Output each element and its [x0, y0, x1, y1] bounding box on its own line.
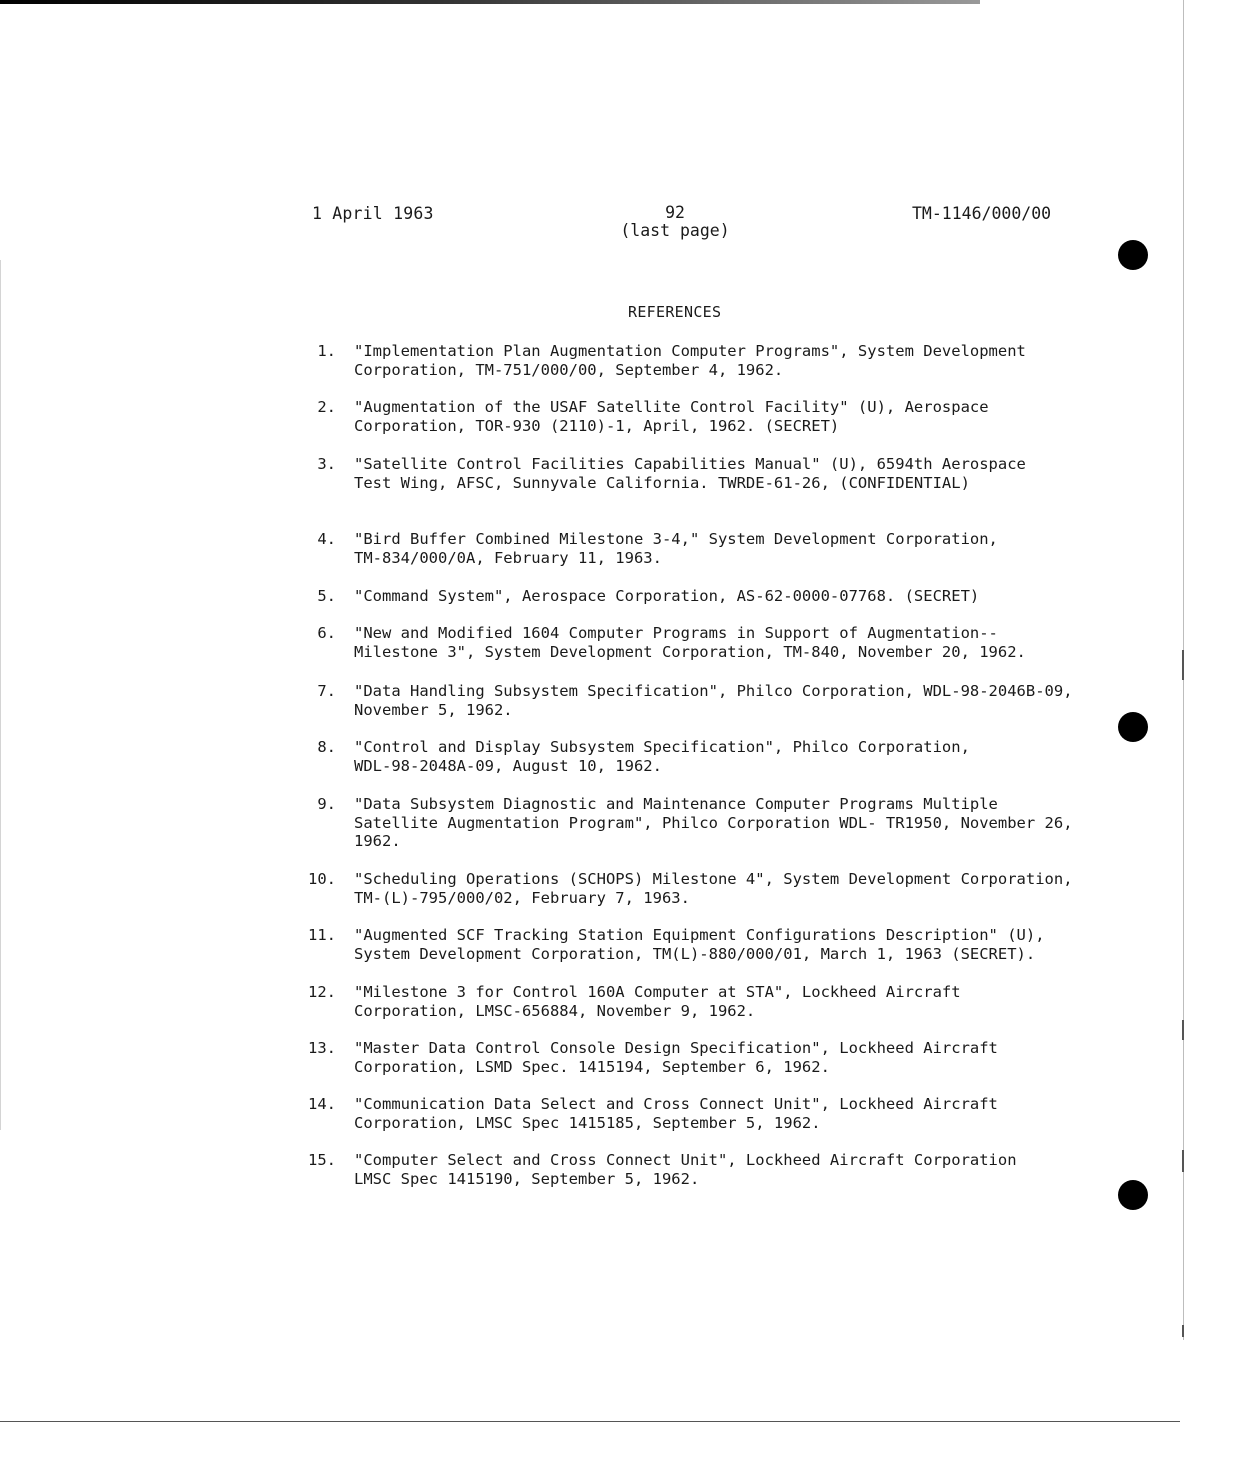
scan-edge-left: [0, 260, 1, 1130]
reference-line: Milestone 3", System Development Corporation, TM-840, November 20, 1962.: [354, 642, 1026, 661]
reference-line: Satellite Augmentation Program", Philco Corporation WDL- TR1950, November 26,: [354, 813, 1073, 832]
scan-edge-mark: [1182, 1150, 1184, 1172]
reference-text: [354, 455, 1094, 492]
scan-edge-mark: [1182, 1325, 1184, 1337]
reference-number: 8.: [317, 738, 336, 756]
reference-number: 14.: [308, 1095, 336, 1113]
punch-hole: [1118, 240, 1148, 270]
reference-line: Corporation, LMSC Spec 1415185, September 5, 1962.: [354, 1113, 821, 1132]
scan-edge-mark: [1182, 1020, 1184, 1040]
reference-line: LMSC Spec 1415190, September 5, 1962.: [354, 1169, 700, 1188]
reference-number: 2.: [317, 398, 336, 416]
reference-line: Corporation, LMSC-656884, November 9, 1962.: [354, 1001, 756, 1020]
reference-line: "Data Subsystem Diagnostic and Maintenance Computer Programs Multiple: [354, 795, 998, 813]
references-title: REFERENCES: [628, 303, 722, 321]
reference-line: "New and Modified 1604 Computer Programs in Support of Augmentation--: [354, 624, 998, 642]
reference-line: TM-834/000/0A, February 11, 1963.: [354, 548, 662, 567]
reference-line: "Data Handling Subsystem Specification", Philco Corporation, WDL-98-2046B-09,: [354, 682, 1073, 700]
reference-line: "Computer Select and Cross Connect Unit", Lockheed Aircraft Corporation: [354, 1151, 1017, 1169]
reference-line: "Augmentation of the USAF Satellite Control Facility" (U), Aerospace: [354, 398, 989, 416]
reference-line: "Scheduling Operations (SCHOPS) Milestone 4", System Development Corporation,: [354, 870, 1073, 888]
reference-number: 7.: [317, 682, 336, 700]
reference-number: 5.: [317, 587, 336, 605]
reference-line: System Development Corporation, TM(L)-880/000/01, March 1, 1963 (SECRET).: [354, 944, 1036, 963]
reference-text: [354, 870, 1094, 907]
reference-number: 4.: [317, 530, 336, 548]
reference-line: Corporation, TM-751/000/00, September 4, 1962.: [354, 360, 784, 379]
reference-number: 9.: [317, 795, 336, 813]
scan-edge-top: [0, 0, 980, 4]
reference-line: "Master Data Control Console Design Specification", Lockheed Aircraft: [354, 1039, 998, 1057]
reference-line: 1962.: [354, 832, 401, 850]
punch-hole: [1118, 712, 1148, 742]
reference-line: "Implementation Plan Augmentation Computer Programs", System Development: [354, 342, 1026, 360]
reference-text: [354, 342, 1094, 379]
page-number: 92: [665, 203, 685, 222]
reference-line: "Augmented SCF Tracking Station Equipment Configurations Description" (U),: [354, 926, 1045, 944]
reference-line: "Command System", Aerospace Corporation, AS-62-0000-07768. (SECRET): [354, 587, 980, 605]
reference-line: "Satellite Control Facilities Capabilities Manual" (U), 6594th Aerospace: [354, 455, 1026, 473]
reference-text: [354, 983, 1094, 1020]
reference-line: Corporation, TOR-930 (2110)-1, April, 1962. (SECRET): [354, 416, 840, 435]
reference-number: 1.: [317, 342, 336, 360]
reference-number: 13.: [308, 1039, 336, 1057]
reference-number: 10.: [308, 870, 336, 888]
punch-hole: [1118, 1180, 1148, 1210]
reference-text: [354, 624, 1094, 661]
reference-text: [354, 795, 1094, 851]
reference-line: November 5, 1962.: [354, 700, 513, 719]
reference-line: TM-(L)-795/000/02, February 7, 1963.: [354, 888, 690, 907]
reference-text: [354, 682, 1094, 719]
reference-number: 3.: [317, 455, 336, 473]
reference-number: 12.: [308, 983, 336, 1001]
scan-edge-bottom: [0, 1421, 1180, 1422]
header-page: [600, 204, 750, 240]
reference-text: [354, 1095, 1094, 1132]
reference-line: "Communication Data Select and Cross Connect Unit", Lockheed Aircraft: [354, 1095, 998, 1113]
reference-number: 15.: [308, 1151, 336, 1169]
reference-line: "Control and Display Subsystem Specification", Philco Corporation,: [354, 738, 970, 756]
reference-line: Test Wing, AFSC, Sunnyvale California. TWRDE-61-26, (CONFIDENTIAL): [354, 473, 970, 492]
reference-text: [354, 1151, 1094, 1188]
reference-line: "Milestone 3 for Control 160A Computer at STA", Lockheed Aircraft: [354, 983, 961, 1001]
reference-text: [354, 530, 1094, 567]
reference-text: [354, 1039, 1094, 1076]
header-date: 1 April 1963: [312, 204, 434, 223]
page-note: (last page): [620, 221, 730, 240]
reference-text: [354, 587, 1094, 606]
document-number: TM-1146/000/00: [912, 204, 1052, 223]
reference-line: WDL-98-2048A-09, August 10, 1962.: [354, 756, 662, 775]
reference-line: Corporation, LSMD Spec. 1415194, September 6, 1962.: [354, 1057, 830, 1076]
reference-number: 6.: [317, 624, 336, 642]
reference-number: 11.: [308, 926, 336, 944]
reference-text: [354, 398, 1094, 435]
reference-text: [354, 738, 1094, 775]
scan-edge-mark: [1182, 650, 1184, 680]
reference-text: [354, 926, 1094, 963]
reference-line: "Bird Buffer Combined Milestone 3-4," System Development Corporation,: [354, 530, 998, 548]
